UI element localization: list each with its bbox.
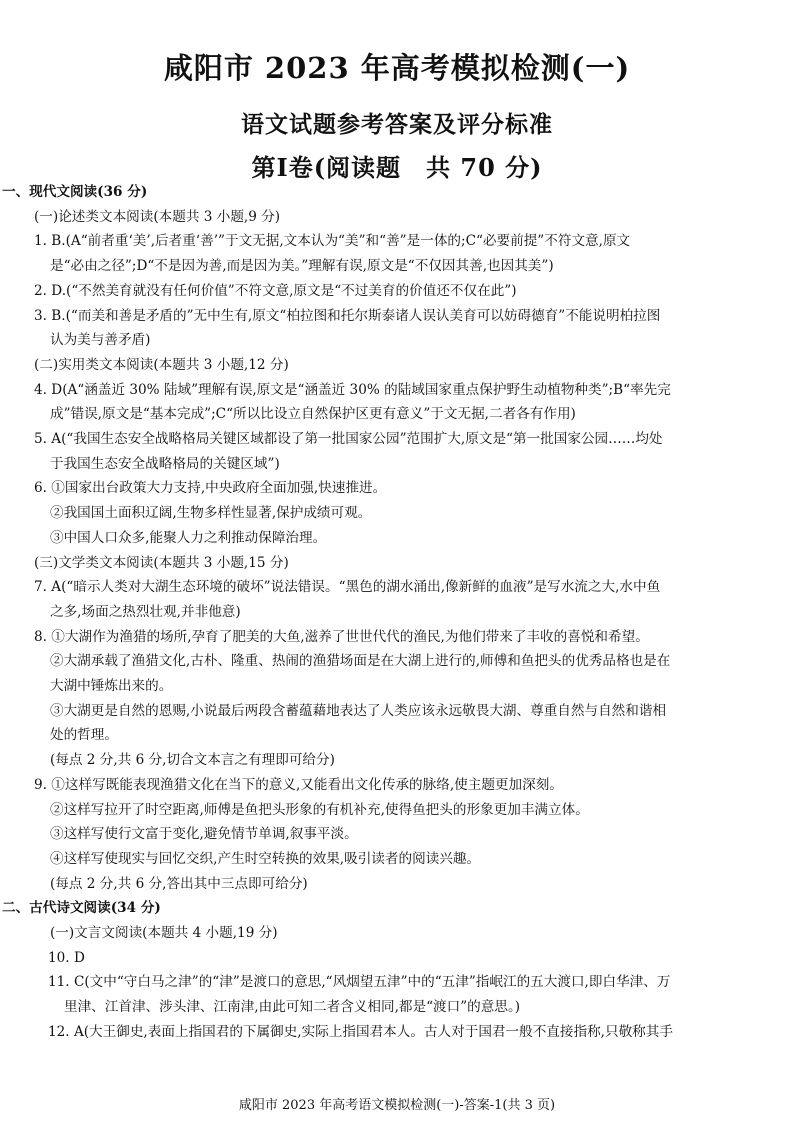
answer-line: 8. ①大湖作为渔猎的场所,孕育了肥美的大鱼,滋养了世世代代的渔民,为他们带来了丰收的喜悦和希望。 bbox=[34, 628, 649, 645]
answer-line: 12. A(大王御史,表面上指国君的下属御史,实际上指国君本人。古人对于国君一般不直接指称,只敬称其手 bbox=[48, 1023, 673, 1040]
answer-line: 6. ①国家出台政策大力支持,中央政府全面加强,快速推进。 bbox=[34, 480, 387, 497]
answer-continuation-line: (每点 2 分,共 6 分,切合文本言之有理即可给分) bbox=[50, 752, 335, 769]
answer-continuation-line: 成”错误,原文是“基本完成”;C“所以比设立自然保护区更有意义”于文无据,二者各有作用) bbox=[50, 406, 576, 423]
answer-continuation-line: 于我国生态安全战略格局的关键区域”) bbox=[50, 455, 280, 472]
answer-continuation-line: ②我国国土面积辽阔,生物多样性显著,保护成绩可观。 bbox=[50, 505, 372, 522]
answer-line: 2. D.(“不然美育就没有任何价值”不符文意,原文是“不过美育的价值还不仅在此”) bbox=[34, 282, 517, 299]
volume-title: 第Ⅰ卷(阅读题 共 70 分) bbox=[251, 153, 543, 182]
subsection-heading: (三)文学类文本阅读(本题共 3 小题,15 分) bbox=[34, 554, 289, 571]
answer-continuation-line: 认为美与善矛盾) bbox=[50, 332, 151, 349]
answer-line: 4. D(A“涵盖近 30% 陆域”理解有误,原文是“涵盖近 30% 的陆域国家重点保护野生动植物种类”;B“率先完 bbox=[34, 381, 671, 398]
answer-line: 9. ①这样写既能表现渔猎文化在当下的意义,又能看出文化传承的脉络,使主题更加深刻。 bbox=[34, 776, 563, 793]
answer-line: 10. D bbox=[48, 949, 85, 966]
page-title: 咸阳市 2023 年高考模拟检测(一) bbox=[163, 51, 631, 85]
answer-continuation-line: 大湖中锤炼出来的。 bbox=[50, 678, 173, 694]
page-footer: 咸阳市 2023 年高考语文模拟检测(一)-答案-1(共 3 页) bbox=[238, 1098, 556, 1113]
subsection-heading: (二)实用类文本阅读(本题共 3 小题,12 分) bbox=[34, 356, 289, 373]
answer-continuation-line: (每点 2 分,共 6 分,答出其中三点即可给分) bbox=[50, 875, 308, 892]
section-heading: 一、现代文阅读(36 分) bbox=[2, 184, 148, 200]
answer-continuation-line: ③大湖更是自然的恩赐,小说最后两段含蓄蕴藉地表达了人类应该永远敬畏大湖、尊重自然与自然和谐相 bbox=[50, 702, 667, 719]
page-subtitle: 语文试题参考答案及评分标准 bbox=[241, 111, 553, 138]
answer-continuation-line: 之多,场面之热烈壮观,并非他意) bbox=[50, 603, 241, 620]
answer-continuation-line: ②大湖承载了渔猎文化,古朴、隆重、热闹的渔猎场面是在大湖上进行的,师傅和鱼把头的优秀品格也是在 bbox=[50, 653, 671, 670]
answer-line: 1. B.(A“前者重‘美’,后者重‘善’”于文无据,文本认为“美”和“善”是一体的;C“必要前提”不符文意,原文 bbox=[34, 233, 631, 250]
answer-line: 7. A(“暗示人类对大湖生态环境的破坏”说法错误。“黑色的湖水涌出,像新鲜的血液”是写水流之大,水中鱼 bbox=[34, 579, 661, 596]
answer-continuation-line: ④这样写使现实与回忆交织,产生时空转换的效果,吸引读者的阅读兴趣。 bbox=[50, 850, 481, 867]
answer-line: 11. C(文中“守白马之津”的“津”是渡口的意思,“风烟望五津”中的“五津”指岷江的五大渡口,即白华津、万 bbox=[48, 974, 671, 991]
answer-continuation-line: ②这样写拉开了时空距离,师傅是鱼把头形象的有机补充,使得鱼把头的形象更加丰满立体。 bbox=[50, 801, 589, 818]
section-heading: 二、古代诗文阅读(34 分) bbox=[2, 900, 161, 917]
answer-continuation-line: 处的哲理。 bbox=[50, 727, 118, 744]
answer-continuation-line: ③中国人口众多,能聚人力之利推动保障治理。 bbox=[50, 529, 327, 546]
subsection-heading: (一)文言文阅读(本题共 4 小题,19 分) bbox=[50, 925, 278, 941]
answer-continuation-line: ③这样写使行文富于变化,避免情节单调,叙事平淡。 bbox=[50, 826, 358, 843]
answer-line: 5. A(“我国生态安全战略格局关键区域都设了第一批国家公园”范围扩大,原文是“第一批国家公园……均处 bbox=[34, 431, 663, 447]
subsection-heading: (一)论述类文本阅读(本题共 3 小题,9 分) bbox=[34, 208, 281, 225]
answer-line: 3. B.(“而美和善是矛盾的”无中生有,原文“柏拉图和托尔斯泰诸人误认美育可以妨碍德育”不能说明柏拉图 bbox=[34, 307, 661, 324]
answer-continuation-line: 里津、江首津、涉头津、江南津,由此可知二者含义相同,都是“渡口”的意思。) bbox=[64, 999, 521, 1016]
answer-continuation-line: 是“必由之径”;D“不是因为善,而是因为美。”理解有误,原文是“不仅因其善,也因其美”) bbox=[50, 258, 554, 275]
